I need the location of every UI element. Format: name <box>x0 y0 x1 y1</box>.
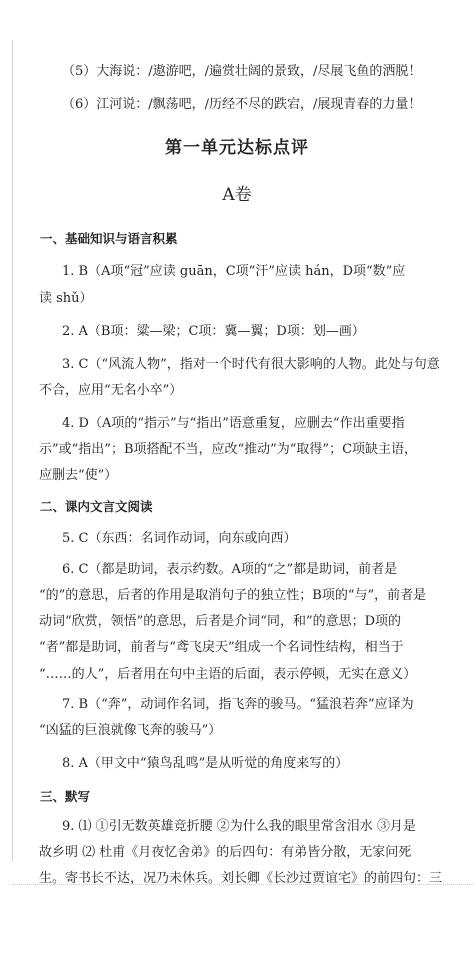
answer-6-line-3: 动词“欣赏，领悟”的意思，后者是介词“同，和”的意思；D项的 <box>39 614 402 629</box>
answer-6-line-4: “者”都是助词，前者与“鸢飞戾天”组成一个名词性结构，相当于 <box>39 640 404 655</box>
section-a-title: A卷 <box>222 185 252 205</box>
answer-1-line-1: 1. B（A项“冠”应读 guān，C项“汗”应读 hán，D项“数”应 <box>62 264 406 279</box>
answer-6-line-5: “……的人”，后者用在句中主语的后面，表示停顿，无实在意义） <box>39 667 417 682</box>
answer-9-line-2: 故乡明 ⑵ 杜甫《月夜忆舍弟》的后四句：有弟皆分散，无家问死 <box>39 845 412 860</box>
answer-4-line-2: 示”或“指出”；B项搭配不当，应改“推动”为“取得”；C项缺主语， <box>39 442 418 457</box>
answer-7-line-1: 7. B（“奔”，动词作名词，指飞奔的骏马。“猛浪若奔”应译为 <box>62 697 414 712</box>
poem-line-5: （5）大海说：/遨游吧，/遍赏壮阔的景致，/尽展飞鱼的洒脱！ <box>62 64 422 79</box>
answer-9-line-1: 9. ⑴ ①引无数英雄竞折腰 ②为什么我的眼里常含泪水 ③月是 <box>62 819 416 834</box>
answer-4-line-1: 4. D（A项的“指示”与“指出”语意重复，应删去“作出重要指 <box>62 416 405 431</box>
answer-6-line-1: 6. C（都是助词，表示约数。A项的“之”都是助词，前者是 <box>62 562 398 577</box>
answer-9-line-3: 生。寄书长不达，况乃未休兵。刘长卿《长沙过贾谊宅》的前四句：三 <box>39 871 443 886</box>
answer-4-line-3: 应删去“使”） <box>39 468 118 483</box>
section-heading-1: 一、基础知识与语言积累 <box>40 231 178 246</box>
page-margin-rule <box>12 40 13 862</box>
answer-5: 5. C（东西：名词作动词，向东或向西） <box>62 531 297 546</box>
poem-line-6: （6）江河说：/飘荡吧，/历经不尽的跌宕，/展现青春的力量！ <box>62 97 422 112</box>
answer-3-line-2: 不合，应用“无名小卒”） <box>39 383 183 398</box>
unit-title: 第一单元达标点评 <box>165 138 309 158</box>
footer-dotted-rule <box>12 884 474 885</box>
answer-2: 2. A（B项：粱—梁；C项：冀—翼；D项：划—画） <box>62 324 365 339</box>
answer-3-line-1: 3. C（“风流人物”，指对一个时代有很大影响的人物。此处与句意 <box>62 357 440 372</box>
section-heading-3: 三、默写 <box>40 789 91 804</box>
answer-7-line-2: “凶猛的巨浪就像飞奔的骏马”） <box>39 723 222 738</box>
answer-8: 8. A（甲文中“猿鸟乱鸣”是从听觉的角度来写的） <box>62 756 349 771</box>
answer-1-line-2: 读 shǔ） <box>39 291 93 306</box>
section-heading-2: 二、课内文言文阅读 <box>40 499 153 514</box>
answer-6-line-2: “的”的意思，后者的作用是取消句子的独立性；B项的“与”，前者是 <box>39 588 427 603</box>
